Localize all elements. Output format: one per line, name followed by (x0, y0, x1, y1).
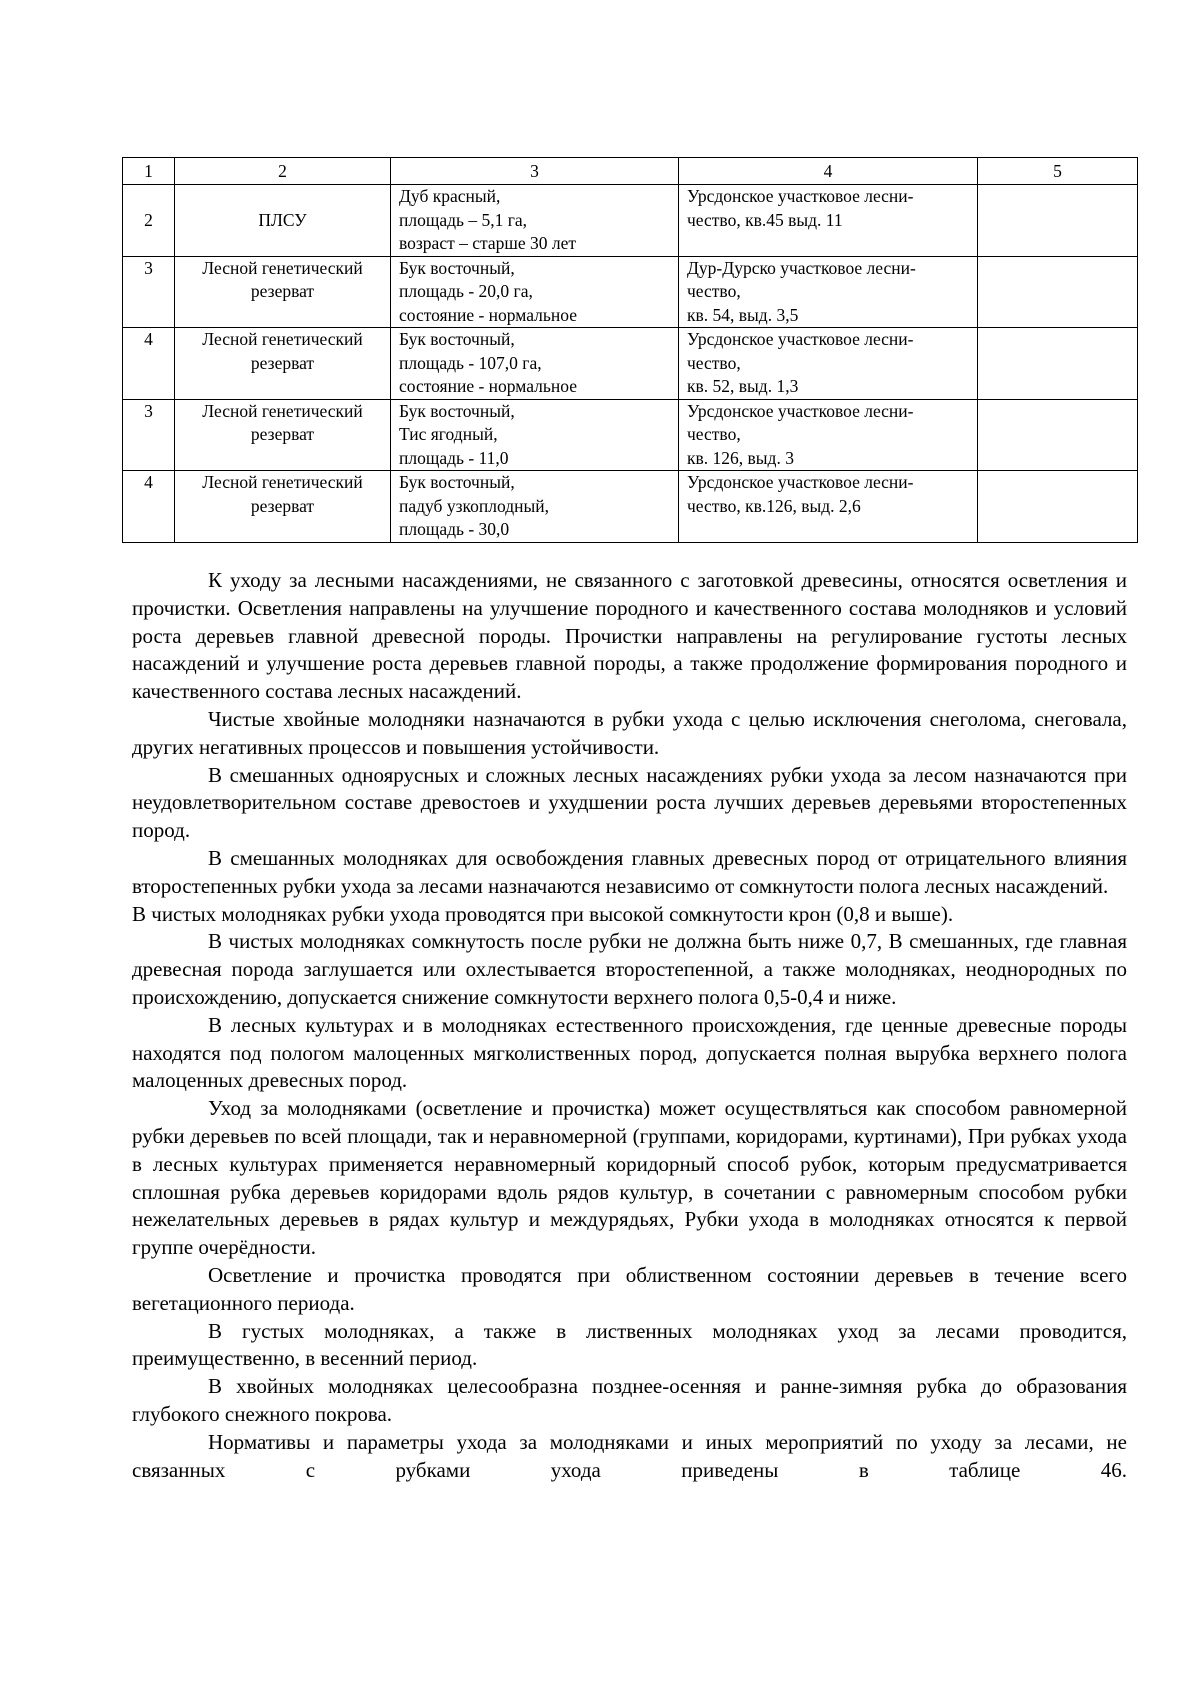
paragraph: К уходу за лесными насаждениями, не связанного с заготовкой древесины, относятся осветления и прочистки. Осветления направлены на улучшение породного и качественного состава молодняков и условий роста деревьев главной древесной породы. Прочистки направлены на регулирование густоты лесных насаждений и улучшение роста деревьев главной породы, а также продолжение формирования породного и качественного состава лесных насаждений. (132, 568, 1127, 704)
paragraph: В хвойных молодняках целесообразна позднее-осенняя и ранне-зимняя рубка до образования глубокого снежного покрова. (132, 1374, 1127, 1426)
object-location: Урсдонское участковое лесни- чество, кв.45 выд. 11 (679, 185, 978, 257)
header-cell: 5 (978, 158, 1138, 185)
table-row (123, 399, 1138, 471)
table-header-row (123, 158, 1138, 185)
object-description: Дуб красный, площадь – 5,1 га, возраст – старше 30 лет (391, 185, 679, 257)
object-type: ПЛСУ (175, 185, 391, 257)
header-cell: 4 (679, 158, 978, 185)
table-row (123, 471, 1138, 543)
object-note (978, 399, 1138, 471)
object-description: Бук восточный, падуб узкоплодный, площадь - 30,0 (391, 471, 679, 543)
paragraph: В чистых молодняках рубки ухода проводятся при высокой сомкнутости крон (0,8 и выше). (132, 901, 954, 926)
object-description: Бук восточный, Тис ягодный, площадь - 11,0 (391, 399, 679, 471)
object-note (978, 185, 1138, 257)
object-type: Лесной генетический резерват (175, 328, 391, 400)
row-number: 2 (123, 185, 175, 257)
header-cell: 2 (175, 158, 391, 185)
table-row (123, 185, 1138, 257)
table-row (123, 256, 1138, 328)
object-note (978, 256, 1138, 328)
paragraph: В чистых молодняках сомкнутость после рубки не должна быть ниже 0,7, В смешанных, где главная древесная порода заглушается или охлестывается второстепенной, а также молодняках, неоднородных по происхождению, допускается снижение сомкнутости верхнего полога 0,5-0,4 и ниже. (132, 929, 1127, 1009)
object-type: Лесной генетический резерват (175, 471, 391, 543)
row-number: 3 (123, 399, 175, 471)
paragraph: В лесных культурах и в молодняках естественного происхождения, где ценные древесные породы находятся под пологом малоценных мягколиственных пород, допускается полная вырубка верхнего полога малоценных древесных пород. (132, 1012, 1127, 1093)
paragraph: В густых молодняках, а также в лиственных молодняках уход за лесами проводится, преимущественно, в весенний период. (132, 1318, 1127, 1371)
header-cell: 3 (391, 158, 679, 185)
object-note (978, 471, 1138, 543)
object-location: Урсдонское участковое лесни- чество, кв.126, выд. 2,6 (679, 471, 978, 543)
table-row (123, 328, 1138, 400)
paragraph: В смешанных молодняках для освобождения главных древесных пород от отрицательного влияния второстепенных рубки ухода за лесами назначаются независимо от сомкнутости полога лесных насаждений. (132, 845, 1127, 898)
object-location: Урсдонское участковое лесни- чество, кв. 126, выд. 3 (679, 399, 978, 471)
header-cell: 1 (123, 158, 175, 185)
object-description: Бук восточный, площадь - 20,0 га, состояние - нормальное (391, 256, 679, 328)
row-number: 3 (123, 256, 175, 328)
paragraph: В смешанных одноярусных и сложных лесных насаждениях рубки ухода за лесом назначаются при неудовлетворительном составе древостоев и ухудшении роста лучших деревьев деревьями второстепенных пород. (132, 762, 1127, 843)
object-location: Урсдонское участковое лесни- чество, кв. 52, выд. 1,3 (679, 328, 978, 400)
paragraph: Осветление и прочистка проводятся при облиственном состоянии деревьев в течение всего вегетационного периода. (132, 1262, 1127, 1315)
object-type: Лесной генетический резерват (175, 256, 391, 328)
object-note (978, 328, 1138, 400)
paragraph: Уход за молодняками (осветление и прочистка) может осуществляться как способом равномерной рубки деревьев по всей площади, так и неравномерной (группами, коридорами, куртинами), При рубках ухода в лесных культурах применяется неравномерный коридорный способ рубок, которым предусматривается сплошная рубка деревьев коридорами вдоль рядов культур, в сочетании с равномерным способом рубки нежелательных деревьев в рядах культур и междурядьях, Рубки ухода в молодняках относятся к первой группе очерёдности. (132, 1096, 1127, 1260)
paragraph: Нормативы и параметры ухода за молодняками и иных мероприятий по уходу за лесами, не связанных с рубками ухода приведены в таблице 46. (132, 1429, 1127, 1482)
body-text (132, 567, 1127, 1484)
row-number: 4 (123, 328, 175, 400)
object-location: Дур-Дурско участковое лесни- чество, кв. 54, выд. 3,5 (679, 256, 978, 328)
data-table (122, 157, 1138, 543)
object-description: Бук восточный, площадь - 107,0 га, состояние - нормальное (391, 328, 679, 400)
row-number: 4 (123, 471, 175, 543)
object-type: Лесной генетический резерват (175, 399, 391, 471)
paragraph: Чистые хвойные молодняки назначаются в рубки ухода с целью исключения снеголома, снеговала, других негативных процессов и повышения устойчивости. (132, 706, 1127, 759)
